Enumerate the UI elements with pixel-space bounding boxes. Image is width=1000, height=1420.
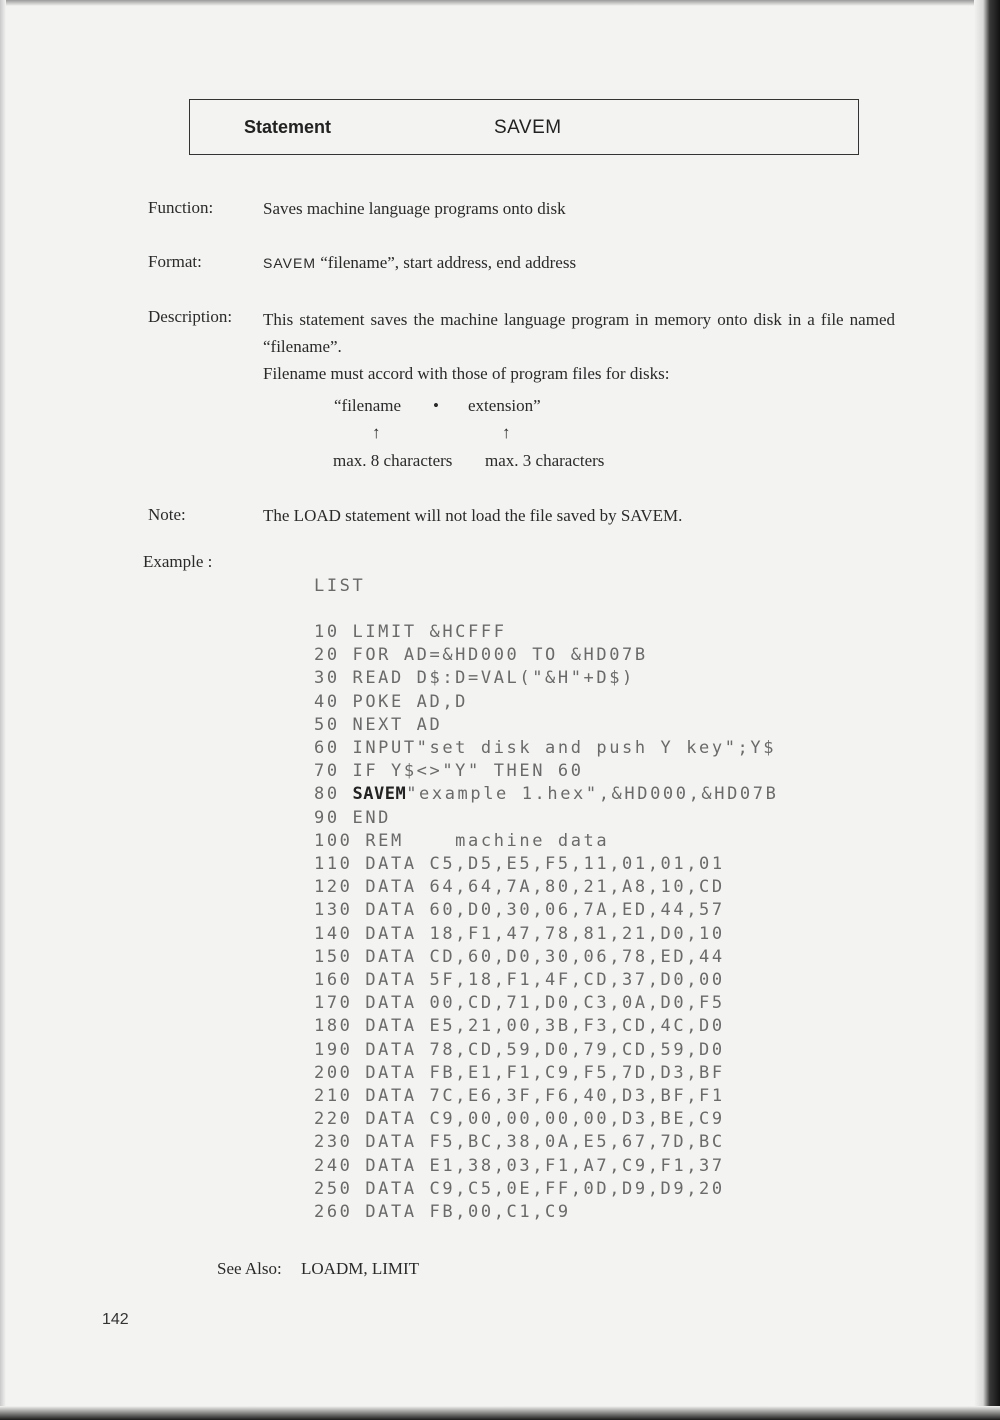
code-line [314, 784, 778, 804]
format-text [263, 253, 576, 273]
code-text: 130 DATA 60,D0,30,06,7A,ED,44,57 [314, 900, 725, 921]
see-also-text: LOADM, LIMIT [301, 1259, 420, 1278]
code-line [314, 854, 725, 874]
code-text: 220 DATA C9,00,00,00,00,D3,BE,C9 [314, 1109, 725, 1130]
description-paragraph-2: Filename must accord with those of program files for disks: [263, 364, 670, 383]
code-line [314, 622, 507, 642]
description-paragraph-1: This statement saves the machine language program in memory onto disk in a file named “filename”. [263, 310, 895, 356]
code-line [314, 715, 442, 735]
page-left-edge [0, 0, 6, 1420]
code-text: 190 DATA 78,CD,59,D0,79,CD,59,D0 [314, 1039, 725, 1060]
code-text: 80 [314, 784, 353, 805]
note-label: Note: [148, 505, 186, 524]
extension-part: extension” [468, 396, 541, 415]
code-line [314, 668, 635, 688]
format-label: Format: [148, 252, 202, 271]
filename-arrow: ↑ [372, 423, 381, 442]
function-label: Function: [148, 198, 214, 217]
code-line [314, 924, 725, 944]
code-args: "example 1.hex",&HD000,&HD07B [406, 784, 779, 805]
code-line [314, 1063, 725, 1083]
code-line [314, 808, 391, 828]
statement-header-box [189, 99, 859, 155]
code-line [314, 1086, 725, 1106]
code-text: 60 INPUT"set disk and push Y key";Y$ [314, 738, 777, 758]
code-text: 260 DATA FB,00,C1,C9 [314, 1202, 571, 1222]
format-keyword: SAVEM [263, 255, 316, 271]
code-text: 10 LIMIT &HCFFF [314, 622, 507, 642]
code-text: 100 REM machine data [314, 830, 610, 851]
header-category: Statement [244, 117, 332, 137]
code-text: 210 DATA 7C,E6,3F,F6,40,D3,BF,F1 [314, 1086, 725, 1106]
code-text: 180 DATA E5,21,00,3B,F3,CD,4C,D0 [314, 1016, 725, 1037]
code-line [314, 970, 725, 990]
code-text: 160 DATA 5F,18,F1,4F,CD,37,D0,00 [314, 970, 725, 990]
code-line [314, 1109, 725, 1129]
extension-arrow: ↑ [502, 423, 511, 442]
page-top-edge [0, 0, 1000, 6]
code-line [314, 761, 584, 781]
code-line [314, 692, 468, 712]
code-line [314, 1202, 571, 1222]
description-label: Description: [148, 307, 233, 326]
code-line [314, 1016, 725, 1036]
extension-limit: max. 3 characters [485, 451, 605, 470]
code-text: 140 DATA 18,F1,47,78,81,21,D0,10 [314, 923, 725, 944]
code-text: 90 END [314, 807, 392, 828]
code-text: 250 DATA C9,C5,0E,FF,0D,D9,D9,20 [314, 1178, 725, 1199]
code-text: 30 READ D$:D=VAL("&H"+D$) [314, 668, 635, 689]
code-text: 120 DATA 64,64,7A,80,21,A8,10,CD [314, 877, 725, 898]
code-line [314, 900, 725, 920]
code-line [314, 1132, 725, 1152]
code-line [314, 877, 725, 897]
code-line [314, 831, 609, 851]
code-text: 150 DATA CD,60,D0,30,06,78,ED,44 [314, 946, 725, 967]
book-spine-shadow [974, 0, 1000, 1420]
description-body [263, 306, 895, 387]
note-text: The LOAD statement will not load the file saved by SAVEM. [263, 506, 683, 525]
filename-dot: • [433, 396, 439, 415]
code-line [314, 947, 725, 967]
code-text: 40 POKE AD,D [314, 691, 469, 712]
code-text: 200 DATA FB,E1,F1,C9,F5,7D,D3,BF [314, 1062, 725, 1083]
code-text: 20 FOR AD=&HD000 TO &HD07B [314, 645, 648, 666]
page-bottom-edge [0, 1406, 1000, 1420]
code-text: 240 DATA E1,38,03,F1,A7,C9,F1,37 [314, 1155, 725, 1176]
code-line [314, 1040, 725, 1060]
filename-part: “filename [334, 396, 402, 415]
see-also-label: See Also: [217, 1259, 282, 1278]
function-text: Saves machine language programs onto disk [263, 199, 566, 218]
page-number: 142 [102, 1311, 129, 1328]
code-line [314, 738, 776, 758]
code-keyword: SAVEM [352, 784, 407, 805]
code-line [314, 645, 648, 665]
header-keyword: SAVEM [494, 117, 562, 138]
example-label: Example : [143, 552, 213, 571]
code-line [314, 993, 725, 1013]
format-args: “filename”, start address, end address [315, 253, 577, 272]
code-text: 170 DATA 00,CD,71,D0,C3,0A,D0,F5 [314, 993, 725, 1014]
code-text: 110 DATA C5,D5,E5,F5,11,01,01,01 [314, 854, 725, 874]
list-command: LIST [314, 576, 366, 596]
code-line [314, 1156, 725, 1176]
code-text: 50 NEXT AD [314, 714, 443, 735]
code-text: 230 DATA F5,BC,38,0A,E5,67,7D,BC [314, 1132, 725, 1153]
filename-limit: max. 8 characters [333, 451, 453, 470]
code-text: 70 IF Y$<>"Y" THEN 60 [314, 761, 584, 782]
code-line [314, 1179, 725, 1199]
